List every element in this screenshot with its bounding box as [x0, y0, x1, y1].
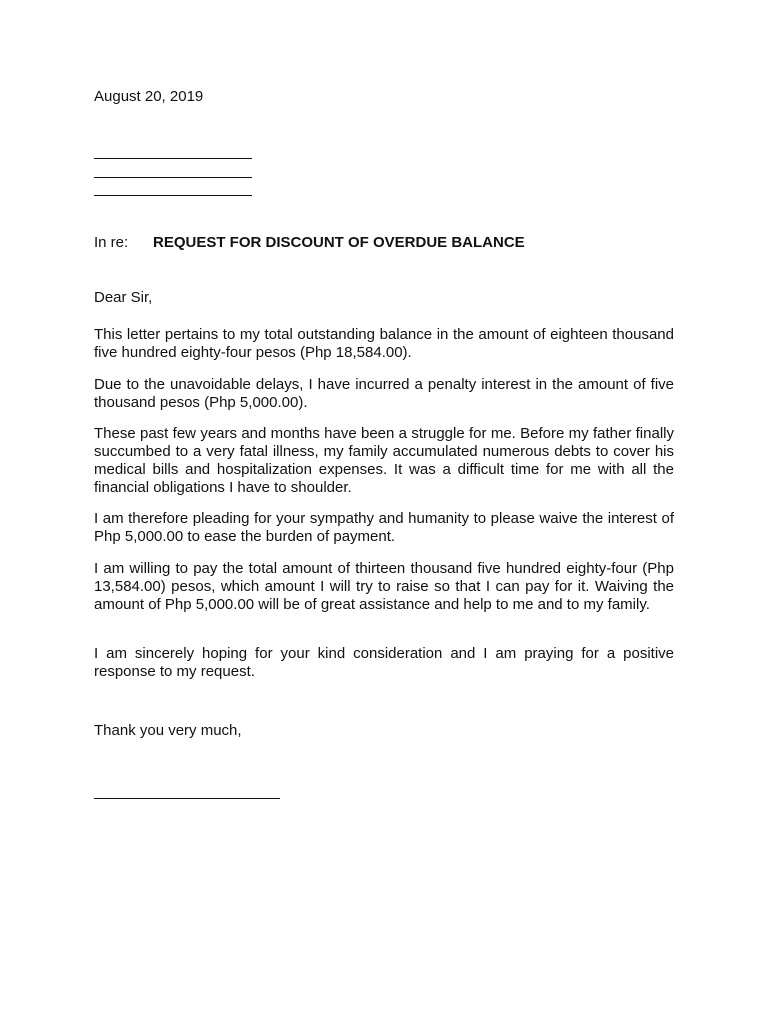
- letter-subject: REQUEST FOR DISCOUNT OF OVERDUE BALANCE: [153, 234, 525, 251]
- body-paragraph-5: I am willing to pay the total amount of thirteen thousand five hundred eighty-four (Php 13,584.00) pesos, which amount I will try to raise so that I can pay for it. Waiving the amount of Php 5,000.00 will be of great assistance and help to me and to my family.: [94, 560, 674, 613]
- closing: Thank you very much,: [94, 722, 242, 739]
- signature-blank-line: [94, 798, 280, 799]
- recipient-blank-line-2: [94, 177, 252, 178]
- body-paragraph-6: I am sincerely hoping for your kind consideration and I am praying for a positive response to my request.: [94, 645, 674, 680]
- body-paragraph-4: I am therefore pleading for your sympathy and humanity to please waive the interest of Php 5,000.00 to ease the burden of payment.: [94, 510, 674, 545]
- recipient-blank-line-3: [94, 195, 252, 196]
- letter-date: August 20, 2019: [94, 88, 204, 105]
- recipient-blank-line-1: [94, 158, 252, 159]
- body-paragraph-1: This letter pertains to my total outstanding balance in the amount of eighteen thousand five hundred eighty-four pesos (Php 18,584.00).: [94, 326, 674, 361]
- body-paragraph-3: These past few years and months have been a struggle for me. Before my father finally succumbed to a very fatal illness, my family accumulated numerous debts to cover his medical bills and hospitalization expenses. It was a difficult time for me with all the financial obligations I have to shoulder.: [94, 425, 674, 496]
- body-paragraph-2: Due to the unavoidable delays, I have incurred a penalty interest in the amount of five thousand pesos (Php 5,000.00).: [94, 376, 674, 411]
- re-label: In re:: [94, 234, 129, 251]
- salutation: Dear Sir,: [94, 289, 153, 306]
